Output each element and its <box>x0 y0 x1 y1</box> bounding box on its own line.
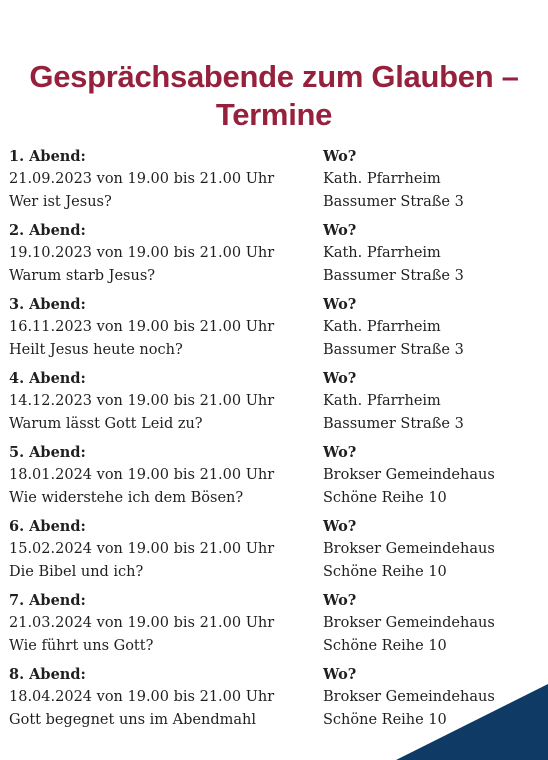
venue-name: Brokser Gemeindehaus <box>323 467 495 483</box>
evening-date: 15.02.2024 von 19.00 bis 21.00 Uhr <box>9 541 275 557</box>
venue-name: Kath. Pfarrheim <box>323 171 441 187</box>
evening-topic: Wer ist Jesus? <box>9 194 112 210</box>
schedule-entry-2 <box>0 221 548 295</box>
schedule-entry-4 <box>0 369 548 443</box>
where-label: Wo? <box>323 148 357 165</box>
venue-address: Schöne Reihe 10 <box>323 712 447 728</box>
evening-label: 3. Abend: <box>9 296 86 313</box>
evening-label: 7. Abend: <box>9 592 86 609</box>
evening-label: 4. Abend: <box>9 370 86 387</box>
evening-label: 2. Abend: <box>9 222 86 239</box>
venue-address: Schöne Reihe 10 <box>323 564 447 580</box>
evening-topic: Gott begegnet uns im Abendmahl <box>9 712 256 728</box>
schedule-entry-6 <box>0 517 548 591</box>
page-title-continued: Termine <box>215 97 333 132</box>
evening-topic: Die Bibel und ich? <box>9 564 144 580</box>
venue-address: Bassumer Straße 3 <box>323 416 464 432</box>
evening-date: 18.01.2024 von 19.00 bis 21.00 Uhr <box>9 467 275 483</box>
venue-address: Schöne Reihe 10 <box>323 638 447 654</box>
evening-date: 19.10.2023 von 19.00 bis 21.00 Uhr <box>9 245 275 261</box>
evening-date: 21.03.2024 von 19.00 bis 21.00 Uhr <box>9 615 275 631</box>
venue-address: Schöne Reihe 10 <box>323 490 447 506</box>
corner-accent-shape <box>388 680 548 760</box>
corner-accent-triangle <box>396 684 548 760</box>
evening-topic: Warum lässt Gott Leid zu? <box>9 416 203 432</box>
evening-topic: Heilt Jesus heute noch? <box>9 342 183 358</box>
where-label: Wo? <box>323 296 357 313</box>
page-title: Gesprächsabende zum Glauben – <box>29 59 519 94</box>
where-label: Wo? <box>323 222 357 239</box>
evening-label: 6. Abend: <box>9 518 86 535</box>
evening-label: 8. Abend: <box>9 666 86 683</box>
venue-name: Brokser Gemeindehaus <box>323 689 495 705</box>
schedule-entry-7 <box>0 591 548 665</box>
schedule-entry-5 <box>0 443 548 517</box>
venue-address: Bassumer Straße 3 <box>323 342 464 358</box>
schedule-entry-3 <box>0 295 548 369</box>
where-label: Wo? <box>323 518 357 535</box>
evening-topic: Wie widerstehe ich dem Bösen? <box>9 490 244 506</box>
where-label: Wo? <box>323 666 357 683</box>
venue-name: Kath. Pfarrheim <box>323 319 441 335</box>
where-label: Wo? <box>323 592 357 609</box>
evening-topic: Wie führt uns Gott? <box>9 638 154 654</box>
evening-date: 16.11.2023 von 19.00 bis 21.00 Uhr <box>9 319 275 335</box>
venue-name: Kath. Pfarrheim <box>323 393 441 409</box>
venue-name: Kath. Pfarrheim <box>323 245 441 261</box>
venue-address: Bassumer Straße 3 <box>323 194 464 210</box>
where-label: Wo? <box>323 444 357 461</box>
evening-topic: Warum starb Jesus? <box>9 268 156 284</box>
venue-name: Brokser Gemeindehaus <box>323 541 495 557</box>
evening-date: 21.09.2023 von 19.00 bis 21.00 Uhr <box>9 171 275 187</box>
evening-date: 18.04.2024 von 19.00 bis 21.00 Uhr <box>9 689 275 705</box>
venue-name: Brokser Gemeindehaus <box>323 615 495 631</box>
evening-label: 1. Abend: <box>9 148 86 165</box>
schedule-entry-1 <box>0 147 548 221</box>
venue-address: Bassumer Straße 3 <box>323 268 464 284</box>
evening-date: 14.12.2023 von 19.00 bis 21.00 Uhr <box>9 393 275 409</box>
evening-label: 5. Abend: <box>9 444 86 461</box>
where-label: Wo? <box>323 370 357 387</box>
